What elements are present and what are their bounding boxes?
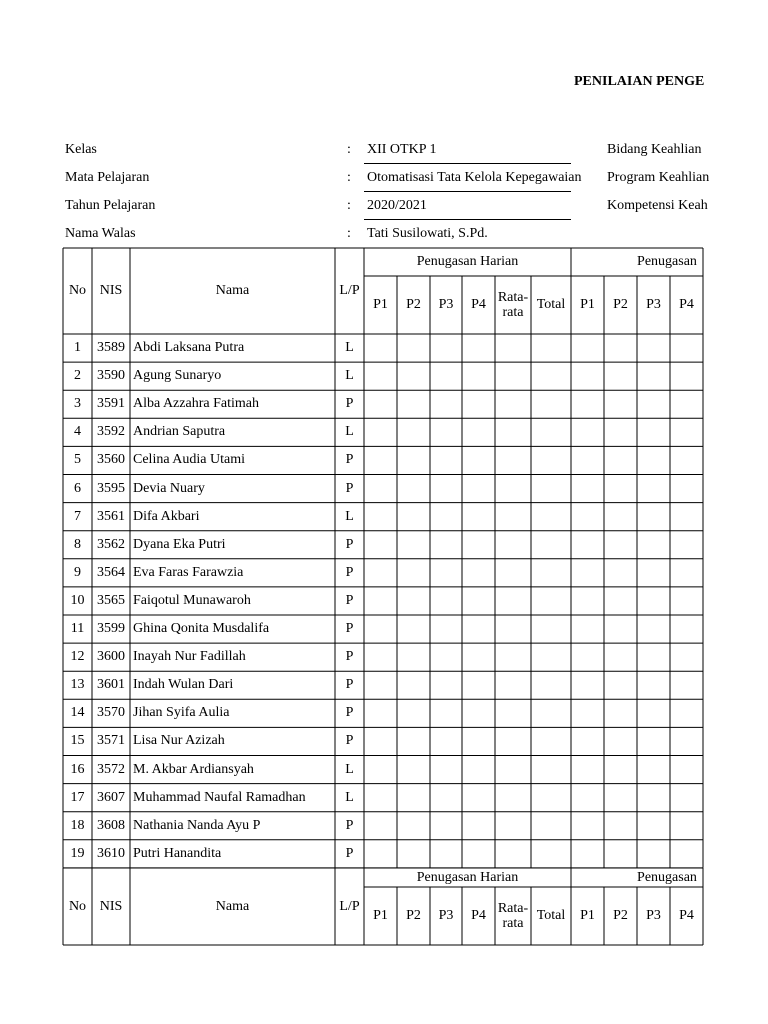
table-row-nama: Inayah Nur Fadillah [133, 649, 246, 665]
table-row-nama: Nathania Nanda Ayu P [133, 817, 261, 833]
header-lp: L/P [339, 898, 360, 914]
table-row-nis: 3560 [97, 452, 125, 468]
info-colon: : [347, 198, 351, 213]
table-row-nama: Muhammad Naufal Ramadhan [133, 789, 306, 805]
info-colon: : [347, 142, 351, 157]
table-row-nis: 3607 [97, 789, 125, 805]
table-row-nama: Abdi Laksana Putra [133, 340, 245, 356]
table-row-nis: 3561 [97, 508, 125, 524]
table-row-lp: P [345, 536, 354, 552]
table-row-nis: 3592 [97, 424, 125, 440]
header-g2-p4: P4 [679, 297, 694, 312]
table-row-nama: M. Akbar Ardiansyah [133, 761, 254, 777]
header-no: No [68, 283, 87, 298]
table-row-lp: L [345, 508, 354, 524]
table-row-lp: P [345, 592, 354, 608]
header-nama: Nama [215, 898, 250, 914]
table-row-lp: P [345, 677, 354, 693]
header-p4: P4 [471, 908, 486, 923]
header-p1: P1 [373, 908, 388, 923]
info-label-walas: Nama Walas [65, 226, 136, 241]
table-row-nis: 3565 [97, 592, 125, 608]
table-row-nama: Indah Wulan Dari [133, 677, 234, 693]
table-row-no: 16 [70, 761, 85, 777]
info-colon: : [347, 170, 351, 185]
header-penugasan-harian: Penugasan Harian [416, 254, 519, 269]
header-penugasan-harian: Penugasan Harian [416, 869, 519, 885]
divider [364, 191, 571, 192]
table-row-no: 8 [74, 536, 81, 552]
table-row-lp: P [345, 817, 354, 833]
table-row-lp: P [345, 733, 354, 749]
table-row-no: 15 [70, 733, 85, 749]
table-row-nis: 3601 [97, 677, 125, 693]
table-row-nama: Difa Akbari [133, 508, 200, 524]
header-p3: P3 [438, 908, 454, 923]
table-row-lp: P [345, 705, 354, 721]
divider [364, 163, 571, 164]
table-row-lp: L [345, 340, 354, 356]
table-row-nis: 3562 [97, 536, 125, 552]
header-penugasan: Penugasan [637, 869, 697, 885]
header-rata-rata [495, 276, 531, 334]
info-right-bidang: Bidang Keahlian [607, 142, 702, 157]
table-row-nis: 3600 [97, 649, 125, 665]
header-g2-p3: P3 [646, 297, 661, 312]
info-label-mapel: Mata Pelajaran [65, 170, 150, 185]
table-row-lp: L [345, 368, 354, 384]
header-g2-p2: P2 [613, 908, 628, 923]
header-nis: NIS [99, 283, 123, 298]
header-nis: NIS [99, 898, 123, 914]
page-title: PENILAIAN PENGE [574, 74, 705, 89]
table-row-nis: 3564 [97, 564, 125, 580]
table-row-lp: P [345, 564, 354, 580]
table-row-nama: Devia Nuary [133, 480, 205, 496]
header-g2-p3: P3 [646, 908, 661, 923]
rata-label-line1: Rata- [497, 901, 529, 916]
table-row-lp: L [345, 424, 354, 440]
table-row-nama: Eva Faras Farawzia [133, 564, 244, 580]
table-row-nama: Alba Azzahra Fatimah [133, 396, 259, 412]
info-value-walas: Tati Susilowati, S.Pd. [367, 226, 488, 241]
table-row-no: 1 [74, 340, 81, 356]
table-row-nis: 3571 [97, 733, 125, 749]
table-row-nama: Celina Audia Utami [133, 452, 245, 468]
table-row-no: 17 [70, 789, 85, 805]
table-row-no: 12 [70, 649, 85, 665]
table-row-no: 3 [74, 396, 81, 412]
header-g2-p4: P4 [679, 908, 694, 923]
table-row-lp: L [345, 789, 354, 805]
table-row-no: 4 [74, 424, 81, 440]
table-row-no: 11 [70, 621, 85, 637]
table-row-nis: 3599 [97, 621, 125, 637]
table-row-lp: P [345, 396, 354, 412]
header-p3: P3 [438, 297, 454, 312]
header-p2: P2 [406, 908, 421, 923]
table-row-nama: Putri Hanandita [133, 845, 222, 861]
table-row-no: 19 [70, 845, 85, 861]
rata-label-line2: rata [502, 916, 524, 931]
table-row-nama: Jihan Syifa Aulia [133, 705, 230, 721]
table-row-nis: 3610 [97, 845, 125, 861]
table-row-lp: P [345, 845, 354, 861]
table-row-lp: P [345, 452, 354, 468]
info-value-kelas: XII OTKP 1 [367, 142, 437, 157]
table-row-no: 6 [74, 480, 81, 496]
table-row-no: 13 [70, 677, 85, 693]
info-label-tahun: Tahun Pelajaran [65, 198, 156, 213]
header-rata-rata [495, 887, 531, 945]
table-row-no: 10 [70, 592, 85, 608]
header-g2-p1: P1 [580, 908, 595, 923]
table-row-nama: Ghina Qonita Musdalifa [133, 621, 270, 637]
table-row-nis: 3590 [97, 368, 125, 384]
table-row-no: 18 [70, 817, 85, 833]
rata-label-line1: Rata- [497, 290, 529, 305]
table-row-lp: L [345, 761, 354, 777]
table-row-nis: 3589 [97, 340, 125, 356]
info-right-program: Program Keahlian [607, 170, 710, 185]
table-row-no: 2 [74, 368, 81, 384]
table-row-nama: Agung Sunaryo [133, 368, 222, 384]
table-row-lp: P [345, 649, 354, 665]
table-row-nis: 3595 [97, 480, 125, 496]
table-row-no: 9 [74, 564, 81, 580]
table-row-nis: 3572 [97, 761, 125, 777]
info-value-tahun: 2020/2021 [367, 198, 427, 213]
info-right-kompetensi: Kompetensi Keah [607, 198, 708, 213]
header-penugasan: Penugasan [637, 254, 697, 269]
table-row-lp: P [345, 621, 354, 637]
divider [364, 219, 571, 220]
header-p1: P1 [373, 297, 388, 312]
header-lp: L/P [339, 283, 360, 298]
header-p2: P2 [406, 297, 421, 312]
header-no: No [68, 898, 87, 914]
table-row-nama: Dyana Eka Putri [133, 536, 226, 552]
header-total: Total [536, 297, 566, 312]
table-row-nama: Lisa Nur Azizah [133, 733, 225, 749]
rata-label-line2: rata [502, 305, 524, 320]
header-total: Total [536, 908, 566, 923]
info-colon: : [347, 226, 351, 241]
info-label-kelas: Kelas [65, 142, 97, 157]
table-row-no: 5 [74, 452, 81, 468]
info-value-mapel: Otomatisasi Tata Kelola Kepegawaian [367, 170, 582, 185]
header-nama: Nama [215, 283, 250, 298]
header-g2-p2: P2 [613, 297, 628, 312]
table-row-nama: Andrian Saputra [133, 424, 226, 440]
table-row-nama: Faiqotul Munawaroh [133, 592, 251, 608]
table-row-no: 7 [74, 508, 81, 524]
table-row-nis: 3591 [97, 396, 125, 412]
table-row-nis: 3570 [97, 705, 125, 721]
table-row-lp: P [345, 480, 354, 496]
table-row-nis: 3608 [97, 817, 125, 833]
table-row-no: 14 [70, 705, 85, 721]
header-g2-p1: P1 [580, 297, 595, 312]
header-p4: P4 [471, 297, 486, 312]
